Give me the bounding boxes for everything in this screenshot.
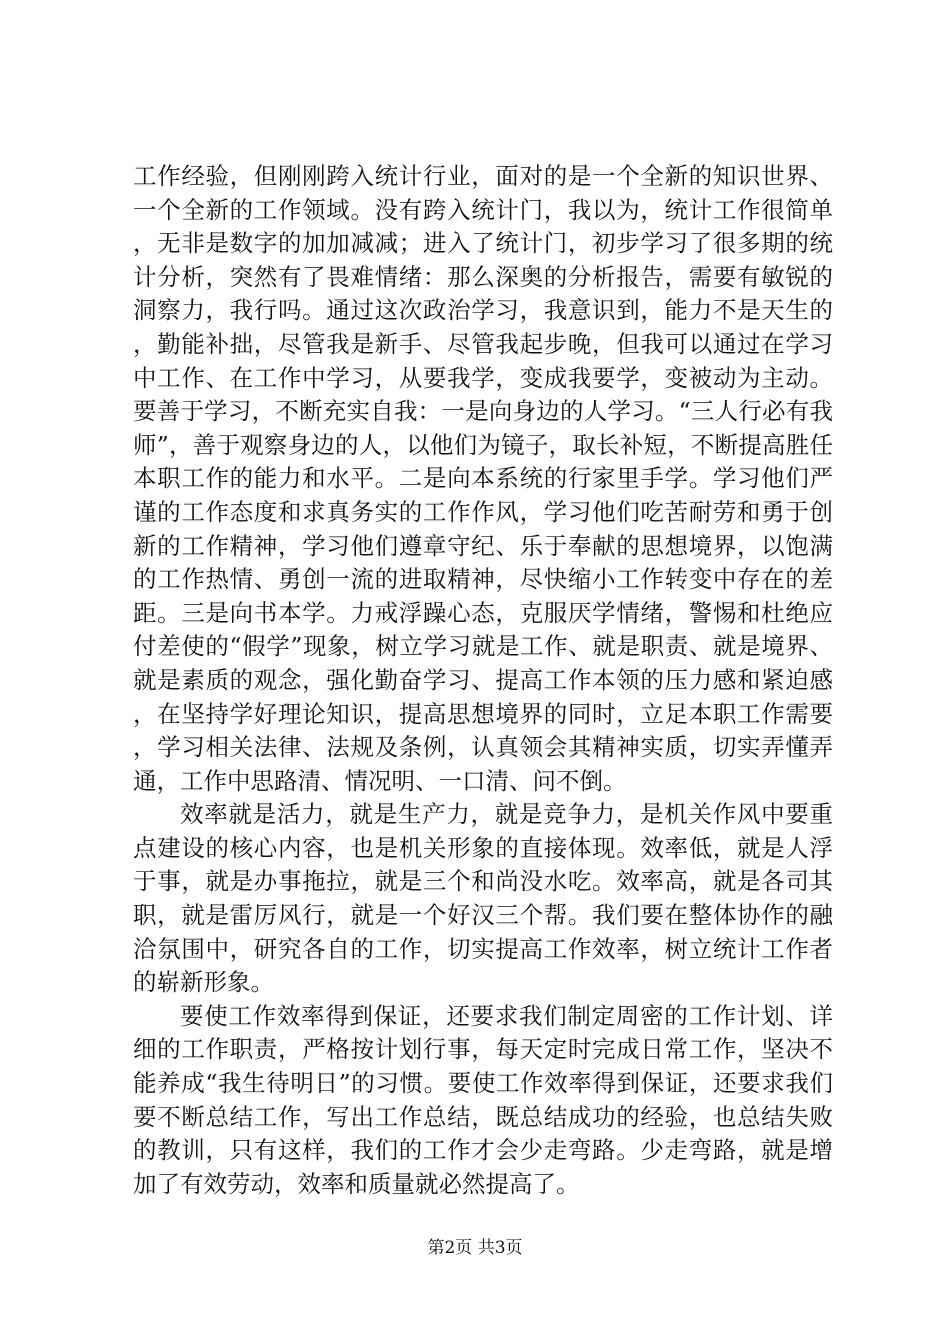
- page-footer: [0, 1236, 950, 1260]
- paragraph-1: 工作经验，但刚刚跨入统计行业，面对的是一个全新的知识世界、一个全新的工作领域。没有跨入统计门，我以为，统计工作很简单，无非是数字的加加减减；进入了统计门，初步学习了很多期的统计分析，突然有了畏难情绪：那么深奥的分析报告，需要有敏锐的洞察力，我行吗。通过这次政治学习，我意识到，能力不是天生的，勤能补拙，尽管我是新手、尽管我起步晚，但我可以通过在学习中工作、在工作中学习，从要我学，变成我要学，变被动为主动。要善于学习，不断充实自我：一是向身边的人学习。“三人行必有我师”，善于观察身边的人，以他们为镜子，取长补短，不断提高胜任本职工作的能力和水平。二是向本系统的行家里手学。学习他们严谨的工作态度和求真务实的工作作风，学习他们吃苦耐劳和勇于创新的工作精神，学习他们遵章守纪、乐于奉献的思想境界，以饱满的工作热情、勇创一流的进取精神，尽快缩小工作转变中存在的差距。三是向书本学。力戒浮躁心态，克服厌学情绪，警惕和杜绝应付差使的“假学”现象，树立学习就是工作、就是职责、就是境界、就是素质的观念，强化勤奋学习、提高工作本领的压力感和紧迫感，在坚持学好理论知识，提高思想境界的同时，立足本职工作需要，学习相关法律、法规及条例，认真领会其精神实质，切实弄懂弄通，工作中思路清、情况明、一口清、问不倒。: [133, 162, 833, 795]
- page-number-label: 第2页 共3页: [427, 1238, 523, 1258]
- paragraph-2: 效率就是活力，就是生产力，就是竞争力，是机关作风中要重点建设的核心内容，也是机关形象的直接体现。效率低，就是人浮于事，就是办事拖拉，就是三个和尚没水吃。效率高，就是各司其职，就是雷厉风行，就是一个好汉三个帮。我们要在整体协作的融洽氛围中，研究各自的工作，切实提高工作效率，树立统计工作者的崭新形象。: [133, 800, 833, 997]
- document-body: [133, 160, 833, 1201]
- paragraph-3: 要使工作效率得到保证，还要求我们制定周密的工作计划、详细的工作职责，严格按计划行事，每天定时完成日常工作，坚决不能养成“我生待明日”的习惯。要使工作效率得到保证，还要求我们要不断总结工作，写出工作总结，既总结成功的经验，也总结失败的教训，只有这样，我们的工作才会少走弯路。少走弯路，就是增加了有效劳动，效率和质量就必然提高了。: [133, 1001, 833, 1198]
